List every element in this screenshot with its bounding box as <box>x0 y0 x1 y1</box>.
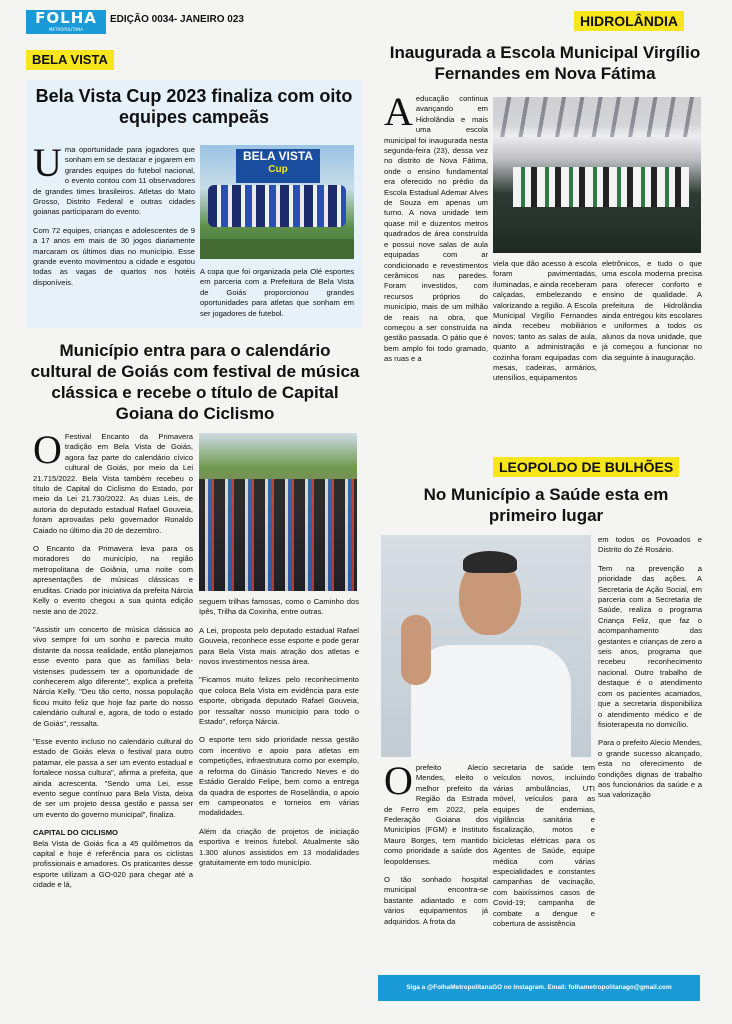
article-1-col-1 <box>33 140 195 296</box>
players-group <box>208 185 346 227</box>
cyclists-group <box>199 479 357 591</box>
section-tag-hidrolandia: HIDROLÂNDIA <box>574 11 684 31</box>
article-2-p10: Além da criação de projetos de iniciação esportiva e treinos futebol. Atualmente são 1.300 alunos assistidos em 13 modalidades gratuitamente em todo município. <box>199 826 359 867</box>
article-2-p2: O Encanto da Primavera leva para os moradores do município, na região metropolitana de Goiânia, uma noite com apresentações de músicas clássicas e eruditas. Criado por iniciativa da prefeita Nárcia Kelly o evento chegou a sua quinta edição neste ano de 2022. <box>33 544 193 616</box>
tent-roof <box>493 97 701 137</box>
article-4-col-2 <box>493 763 595 938</box>
logo-brand: FOLHA <box>35 9 97 27</box>
article-4-p4: em todos os Povoados e Distrito do Zé Rosário. <box>598 535 702 555</box>
article-1-p3: A copa que foi organizada pela Olé esportes em parceria com a Prefeitura de Bela Vista de Goiás proporcionou grandes oportunidades para atletas que sonham em ser jogadores de futebol. <box>200 267 354 318</box>
article-2-p4: "Esse evento incluso no calendário cultural do estado de Goiás eleva o festival para outro patamar, ele passa a ser um evento estadual e fortalece nossa cultura", afirma a prefeita, que ainda acrescenta. "Sendo uma Lei, esse evento segue contínuo para Bela Vista, deixa de ser um projeto dessa gestão e passa ser um evento do governo municipal", finaliza. <box>33 736 193 819</box>
article-2-p1: Festival Encanto da Primavera tradição em Bela Vista de Goiás, agora faz parte do calendário cívico cultural de Goiás, por meio da Lei 21.715/2022. Bela Vista também recebeu o título de Capital do Ciclismo do Estado, por meio da Lei 21.730/2022. As duas Leis, de autoria do deputado estadual Rafael Gouveia, foram aprovadas pelo governador Ronaldo Caiado no último dia 20 de dezembro. <box>33 432 193 535</box>
article-1-p2: Com 72 equipes, crianças e adolescentes de 9 a 17 anos em mais de 30 jogos diariamente marcaram os últimos dias no município. Esse grande evento movimentou a cidade e esgotou todas as vagas de quartos nos hotéis disponíveis. <box>33 225 195 287</box>
peace-sign-hand <box>401 615 431 685</box>
article-4-p5: Tem na prevenção a prioridade das ações. A Secretaria de Ação Social, em parceria com a Secretaria de Saúde, realiza o programa Criança Feliz, que faz o acompanhamento das gestantes e crianças de zero a seis anos, programa que recebeu reconhecimento nacional. Outro trabalho de destaque é o atendimento com os pacientes acamados, que a secretaria disponibiliza o atendimento médico e de fisioterapeuta no domicílio. <box>598 563 702 729</box>
article-3-p1: educação continua avançando em Hidrolândia e mais uma escola municipal foi inaugurada nesta segunda-feira (23), dessa vez no distrito de Nova Fátima, onde o ensino fundamental era oferecido no prédio da Escola Estadual Ademar Alves de Souza em apenas um turno. A nova unidade tem quase mil e duzentos metros quadrados de área construída e possui nove salas de aula equipadas com ar condicionado e revestimentos cerâmicos nas paredes. Foram investidos, com recursos próprios do município, mais de um milhão de reais na obra, que começou a ser construída na gestão passada. O pátio que é bem amplo foi todo gramado, as ruas e a <box>384 94 488 364</box>
article-4-p6: Para o prefeito Alecio Mendes, o grande sucesso alcançado, esta no oferecimento de condições dignas de trabalho aos funcionários da saúde e a sua valorização <box>598 738 702 800</box>
article-3-col-1 <box>384 89 488 373</box>
article-3-col-2 <box>493 259 597 392</box>
banner-line-1: BELA VISTA <box>242 149 313 163</box>
football-teams-photo <box>200 145 354 259</box>
article-4-p2: O tão sonhado hospital municipal encontra-se bastante adiantado e com vários equipamentos já adquiridos. A frota da <box>384 875 488 926</box>
cyclists-crowd-photo <box>199 433 357 591</box>
logo-sub: METROPOLITANA <box>49 27 83 32</box>
article-2-title: Município entra para o calendário cultural de Goiás com festival de música clássica e recebe o título de Capital Goiana do Ciclismo <box>30 341 360 423</box>
masthead-logo <box>26 10 106 34</box>
article-3-col-3 <box>602 259 702 371</box>
article-4-p1: prefeito Alecio Mendes, eleito o melhor prefeito da Região da Estrada de Ferro em 2022, pela Federação Goiana dos Municípios (FGM) e Instituto Mauro Borges, tem mantido como prioridade a saúde dos leopoldenses. <box>384 763 488 866</box>
bela-vista-cup-banner <box>236 149 320 183</box>
drop-cap: U <box>33 140 62 185</box>
article-3-title: Inaugurada a Escola Municipal Virgílio Fernandes em Nova Fátima <box>389 43 701 83</box>
mayor-shirt <box>411 645 571 757</box>
article-2-p7: A Lei, proposta pelo deputado estadual Rafael Gouveia, reconhece esse esporte e pode gerar para Bela Vista mais atração dos atletas e novos investimentos nessa área. <box>199 625 359 667</box>
article-2-p5: Bela Vista de Goiás fica a 45 quilômetros da capital e hoje é referência para os ciclistas profissionais e amadores. Os praticantes desse esporte utilizam a GO-020 para chegar até a cidade e lá, <box>33 838 193 890</box>
mayor-portrait-photo <box>381 535 591 757</box>
subheading-capital-ciclismo: CAPITAL DO CICLISMO <box>33 828 118 838</box>
drop-cap: O <box>33 427 62 472</box>
children-group <box>513 167 689 207</box>
banner-line-2: Cup <box>268 164 288 175</box>
article-2-p6: seguem trilhas famosas, como o Caminho dos Ipês, Trilha da Coxinha, entre outras. <box>199 597 359 617</box>
article-2-col-2 <box>199 597 359 876</box>
article-2-col-1 <box>33 427 193 899</box>
section-tag-leopoldo: LEOPOLDO DE BULHÕES <box>493 457 679 477</box>
article-1-title: Bela Vista Cup 2023 finaliza com oito equipes campeãs <box>35 86 353 127</box>
article-4-p3: secretaria de saúde tem veículos novos, incluindo várias ambulâncias, UTI móvel, veículos para as equipes de endemias, vigilância sanitária e fiscalização, motos e bicicletas elétricas para os Agentes de Saúde, equipe médica com várias especialidades e constantes campanhas de vacinação, com baixíssimos casos de Covid-19; campanha de combate a dengue e cobertura de assistência <box>493 763 595 929</box>
article-3-p3: eletrônicos, e tudo o que uma escola moderna precisa para oferecer conforto e ensino de qualidade. A prefeitura de Hidrolândia ainda entregou kits escolares e uniformes a todos os alunos da nova unidade, que já começou a funcionar no dia seguinte à inauguração. <box>602 259 702 362</box>
article-4-title: No Município a Saúde esta em primeiro lugar <box>423 485 669 525</box>
article-1-p1: ma oportunidade para jogadores que sonham em se destacar e jogarem em grandes equipes do futebol nacional, o evento contou com 11 observadores de grandes times brasileiros. Atletas do Mato Grosso, Distrito Federal e outras cidades goianas participaram do evento. <box>33 145 195 217</box>
article-2-p3: "Assistir um concerto de música clássica ao vivo sempre foi um sonho e parecia muito distante da nossa realidade, então planejamos esse evento para que as famílias bela-vistenses pudessem ter a oportunidade de conhecerem algo diferente", explica a prefeita Nárcia Kelly. "Deu tão certo, nossa população ficou muito feliz que hoje faz parte do nosso calendário cultural e, agora, de todo o estado de Goiás", ressalta. <box>33 624 193 728</box>
article-3-p2: viela que dão acesso à escola foram pavimentadas, iluminadas, e ainda receberam calçadas, embelezando e valorizando a região. A Escola Municipal Virgílio Fernandes ainda recebeu mobiliários novos; tanto as salas de aula, quanto a administração e cozinha foram equipadas com mesas, cadeiras, armários, utensílios, equipamentos <box>493 259 597 383</box>
drop-cap: A <box>384 89 413 134</box>
article-4-col-3 <box>598 535 702 809</box>
drop-cap: O <box>384 758 413 803</box>
instagram-email-footer: Siga a @FolhaMetropolitanaGO no Instagram. Email: folhametropolitanago@gmail.com <box>378 975 700 1001</box>
article-4-col-1 <box>384 758 488 935</box>
school-inauguration-photo <box>493 97 701 253</box>
edition-label: EDIÇÃO 0034- JANEIRO 023 <box>110 14 244 25</box>
mayor-hair <box>463 551 517 573</box>
article-2-p8: "Ficamos muito felizes pelo reconhecimento que coloca Bela Vista em evidência para este esporte, obrigada deputado Rafael Gouveia, por ressaltar nosso município para todo o Estado", reforça Nárcia. <box>199 675 359 727</box>
section-tag-bela-vista: BELA VISTA <box>26 50 114 70</box>
article-1-col-2 <box>200 267 354 327</box>
article-2-p9: O esporte tem sido prioridade nessa gestão com incentivo e apoio para atletas em competições, infraestrutura como por exemplo, a reforma do Ginásio Tancredo Neves e do Estádio Geraldo Felipe, bem como a entrega da quadra de esportes de Roselândia, o apoio em campeonatos e torneios em várias modalidades. <box>199 735 359 818</box>
grass-field <box>200 239 354 259</box>
